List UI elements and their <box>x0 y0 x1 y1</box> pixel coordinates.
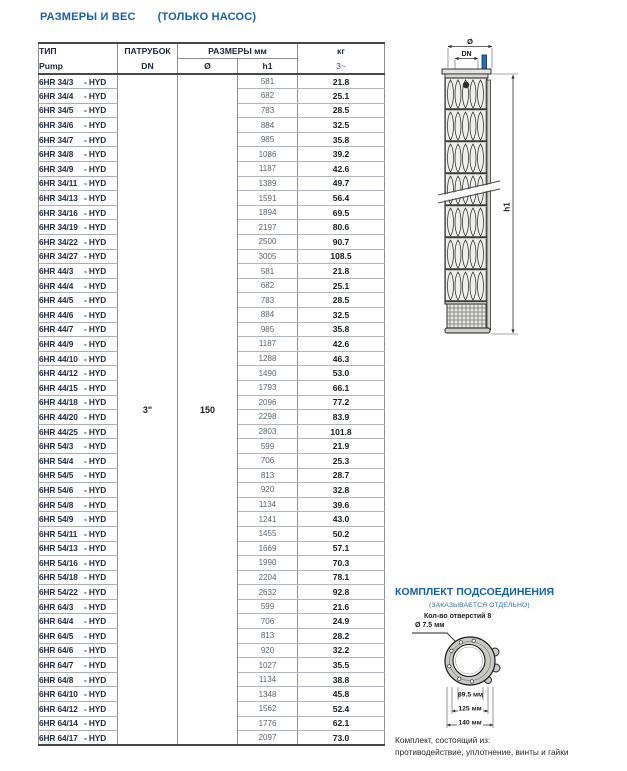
kg-value-cell: 101.8 <box>298 424 385 439</box>
kg-value-cell: 83.9 <box>298 410 385 425</box>
pump-type-cell <box>39 380 118 395</box>
kg-value-cell: 80.6 <box>298 220 385 235</box>
pump-type-cell <box>39 643 118 658</box>
kg-value-cell: 90.7 <box>298 235 385 250</box>
connection-kit-subtitle: (ЗАКАЗЫВАЕТСЯ ОТДЕЛЬНО) <box>429 602 530 609</box>
h1-value-cell: 1086 <box>238 147 298 162</box>
h1-value-cell: 2204 <box>238 570 298 585</box>
pump-type-cell <box>39 322 118 337</box>
kg-value-cell: 42.6 <box>298 162 385 177</box>
pump-model-suffix: - HYD <box>84 222 107 233</box>
h1-value-cell: 3005 <box>238 249 298 264</box>
table-row <box>39 74 385 89</box>
kg-value-cell: 77.2 <box>298 395 385 410</box>
kg-value-cell: 32.2 <box>298 643 385 658</box>
h1-value-cell: 1776 <box>238 716 298 731</box>
pump-model-suffix: - HYD <box>84 528 107 539</box>
h1-value-cell: 985 <box>238 322 298 337</box>
pump-model-suffix: - HYD <box>84 295 107 306</box>
h1-value-cell: 1490 <box>238 366 298 381</box>
kg-value-cell: 108.5 <box>298 249 385 264</box>
pump-model: 6HR 34/27 <box>39 251 78 262</box>
pump-model-suffix: - HYD <box>84 236 107 247</box>
pump-model: 6HR 64/5 <box>39 630 74 641</box>
page-title <box>40 11 256 23</box>
h1-value-cell: 1348 <box>238 687 298 702</box>
cable-guard <box>482 55 487 70</box>
pump-type-cell <box>39 497 118 512</box>
pump-type-cell <box>39 205 118 220</box>
pump-type-cell <box>39 162 118 177</box>
pump-model-suffix: - HYD <box>84 630 107 641</box>
kg-value-cell: 25.3 <box>298 453 385 468</box>
pump-type-cell <box>39 731 118 746</box>
pump-model-suffix: - HYD <box>84 470 107 481</box>
h1-value-cell: 985 <box>238 132 298 147</box>
h1-value-cell: 706 <box>238 453 298 468</box>
table-body <box>39 74 385 745</box>
h1-value-cell: 1187 <box>238 337 298 352</box>
pump-model: 6HR 54/6 <box>39 484 74 495</box>
col-header-kg: кг <box>298 43 385 59</box>
pump-type-cell <box>39 74 118 89</box>
pump-model: 6HR 44/20 <box>39 411 78 422</box>
pump-model-suffix: - HYD <box>84 660 107 671</box>
h1-value-cell: 2197 <box>238 220 298 235</box>
pump-model: 6HR 54/5 <box>39 470 74 481</box>
h1-value-cell: 1894 <box>238 205 298 220</box>
pump-drawing <box>438 36 563 356</box>
kg-value-cell: 69.5 <box>298 205 385 220</box>
pump-model: 6HR 54/11 <box>39 528 78 539</box>
kg-value-cell: 28.5 <box>298 103 385 118</box>
pump-model: 6HR 34/16 <box>39 207 78 218</box>
h1-value-cell: 682 <box>238 89 298 104</box>
pump-model-suffix: - HYD <box>84 645 107 656</box>
pump-h1-label: h1 <box>502 202 512 212</box>
kg-value-cell: 45.8 <box>298 687 385 702</box>
pump-model-suffix: - HYD <box>84 382 107 393</box>
kg-value-cell: 66.1 <box>298 380 385 395</box>
pump-model-suffix: - HYD <box>84 120 107 131</box>
pump-type-cell <box>39 191 118 206</box>
col-header-type: ТИП <box>39 43 118 59</box>
pump-model-suffix: - HYD <box>84 368 107 379</box>
kg-value-cell: 52.4 <box>298 702 385 717</box>
h1-value-cell: 2298 <box>238 410 298 425</box>
kit-dim-inner: 89.5 мм <box>457 691 484 699</box>
pump-type-cell <box>39 599 118 614</box>
pump-model-suffix: - HYD <box>84 441 107 452</box>
kg-value-cell: 92.8 <box>298 585 385 600</box>
h1-value-cell: 884 <box>238 308 298 323</box>
kg-value-cell: 42.6 <box>298 337 385 352</box>
h1-value-cell: 920 <box>238 483 298 498</box>
pump-model: 6HR 34/3 <box>39 76 74 87</box>
h1-value-cell: 1134 <box>238 672 298 687</box>
pump-model: 6HR 64/8 <box>39 674 74 685</box>
pump-model: 6HR 34/22 <box>39 236 78 247</box>
pump-type-cell <box>39 468 118 483</box>
pump-model: 6HR 44/9 <box>39 338 74 349</box>
pump-type-cell <box>39 89 118 104</box>
h1-value-cell: 2096 <box>238 395 298 410</box>
pump-model: 6HR 44/10 <box>39 353 78 364</box>
pump-type-cell <box>39 439 118 454</box>
spec-table <box>38 42 385 746</box>
h1-value-cell: 2803 <box>238 424 298 439</box>
page-title-note: (ТОЛЬКО НАСОС) <box>157 11 257 23</box>
pump-model-suffix: - HYD <box>84 105 107 116</box>
col-header-h1: h1 <box>238 59 298 75</box>
pump-type-cell <box>39 410 118 425</box>
kg-value-cell: 46.3 <box>298 351 385 366</box>
pump-model-suffix: - HYD <box>84 90 107 101</box>
h1-value-cell: 2500 <box>238 235 298 250</box>
pump-type-cell <box>39 526 118 541</box>
col-header-phase: 3~ <box>298 59 385 75</box>
pump-top-nut <box>463 82 469 88</box>
pump-model-suffix: - HYD <box>84 484 107 495</box>
h1-value-cell: 682 <box>238 278 298 293</box>
pump-type-cell <box>39 147 118 162</box>
pump-type-cell <box>39 629 118 644</box>
pump-model-suffix: - HYD <box>84 178 107 189</box>
kg-value-cell: 56.4 <box>298 191 385 206</box>
pump-model: 6HR 44/6 <box>39 309 74 320</box>
kg-value-cell: 35.8 <box>298 322 385 337</box>
pump-model-suffix: - HYD <box>84 353 107 364</box>
pump-type-cell <box>39 658 118 673</box>
kit-holes-count-label: Кол-во отверстий 8 <box>424 613 492 620</box>
pump-model: 6HR 44/3 <box>39 266 74 277</box>
pump-type-cell <box>39 366 118 381</box>
pump-model-suffix: - HYD <box>84 338 107 349</box>
col-header-dn-en: DN <box>118 59 178 75</box>
kg-value-cell: 21.9 <box>298 439 385 454</box>
pump-type-cell <box>39 293 118 308</box>
kg-value-cell: 38.8 <box>298 672 385 687</box>
pump-model: 6HR 64/14 <box>39 718 78 729</box>
pump-model-suffix: - HYD <box>84 674 107 685</box>
pump-type-cell <box>39 337 118 352</box>
kg-value-cell: 32.5 <box>298 308 385 323</box>
pump-model-suffix: - HYD <box>84 616 107 627</box>
pump-model: 6HR 34/11 <box>39 178 78 189</box>
h1-value-cell: 2097 <box>238 731 298 746</box>
pump-model: 6HR 44/15 <box>39 382 78 393</box>
pump-type-cell <box>39 118 118 133</box>
pump-type-cell <box>39 702 118 717</box>
kg-value-cell: 21.8 <box>298 74 385 89</box>
pump-type-cell <box>39 716 118 731</box>
pump-type-cell <box>39 585 118 600</box>
h1-value-cell: 920 <box>238 643 298 658</box>
h1-value-cell: 581 <box>238 264 298 279</box>
page-title-main: РАЗМЕРЫ И ВЕС <box>40 11 136 23</box>
h1-value-cell: 884 <box>238 118 298 133</box>
h1-value-cell: 1027 <box>238 658 298 673</box>
col-header-diameter: Ø <box>178 59 238 75</box>
kg-value-cell: 32.8 <box>298 483 385 498</box>
kg-value-cell: 35.8 <box>298 132 385 147</box>
pump-type-cell <box>39 395 118 410</box>
h1-value-cell: 1562 <box>238 702 298 717</box>
pump-model: 6HR 44/12 <box>39 368 78 379</box>
col-header-pump: Pump <box>39 59 118 75</box>
pump-model: 6HR 34/13 <box>39 193 78 204</box>
pump-type-cell <box>39 556 118 571</box>
kg-value-cell: 21.8 <box>298 264 385 279</box>
pump-type-cell <box>39 672 118 687</box>
pump-model-suffix: - HYD <box>84 587 107 598</box>
pump-type-cell <box>39 570 118 585</box>
pump-model-suffix: - HYD <box>84 397 107 408</box>
kg-value-cell: 35.5 <box>298 658 385 673</box>
h1-value-cell: 599 <box>238 439 298 454</box>
pump-model-suffix: - HYD <box>84 557 107 568</box>
pump-model: 6HR 54/8 <box>39 499 74 510</box>
h1-value-cell: 599 <box>238 599 298 614</box>
pump-model: 6HR 64/6 <box>39 645 74 656</box>
pump-model-suffix: - HYD <box>84 280 107 291</box>
pump-model-suffix: - HYD <box>84 251 107 262</box>
h1-value-cell: 1389 <box>238 176 298 191</box>
connection-kit-title: КОМПЛЕКТ ПОДСОЕДИНЕНИЯ <box>395 586 555 598</box>
pump-model: 6HR 54/16 <box>39 557 78 568</box>
pump-model: 6HR 44/4 <box>39 280 74 291</box>
h1-value-cell: 581 <box>238 74 298 89</box>
pump-model: 6HR 44/18 <box>39 397 78 408</box>
kg-value-cell: 73.0 <box>298 731 385 746</box>
pump-model: 6HR 44/5 <box>39 295 74 306</box>
kit-note-line2: противодействие, уплотнение, винты и гайки <box>395 746 569 757</box>
pump-model: 6HR 64/7 <box>39 660 74 671</box>
pump-model: 6HR 34/6 <box>39 120 74 131</box>
kg-value-cell: 57.1 <box>298 541 385 556</box>
pump-type-cell <box>39 541 118 556</box>
pump-type-cell <box>39 453 118 468</box>
h1-value-cell: 1591 <box>238 191 298 206</box>
pump-type-cell <box>39 278 118 293</box>
pump-type-cell <box>39 176 118 191</box>
kg-value-cell: 50.2 <box>298 526 385 541</box>
h1-value-cell: 1187 <box>238 162 298 177</box>
h1-value-cell: 1793 <box>238 380 298 395</box>
pump-model: 6HR 44/7 <box>39 324 74 335</box>
pump-model: 6HR 64/17 <box>39 732 78 743</box>
pump-type-cell <box>39 132 118 147</box>
pump-model-suffix: - HYD <box>84 543 107 554</box>
pump-model: 6HR 64/4 <box>39 616 74 627</box>
pump-model-suffix: - HYD <box>84 718 107 729</box>
pump-type-cell <box>39 235 118 250</box>
pump-model: 6HR 64/12 <box>39 703 78 714</box>
kg-value-cell: 28.7 <box>298 468 385 483</box>
kg-value-cell: 53.0 <box>298 366 385 381</box>
connection-kit-drawing <box>408 630 550 735</box>
pump-model: 6HR 34/19 <box>39 222 78 233</box>
pump-type-cell <box>39 512 118 527</box>
kg-value-cell: 21.6 <box>298 599 385 614</box>
spec-table-container <box>38 42 384 746</box>
h1-value-cell: 1455 <box>238 526 298 541</box>
pump-model: 6HR 64/3 <box>39 601 74 612</box>
kg-value-cell: 32.5 <box>298 118 385 133</box>
kg-value-cell: 78.1 <box>298 570 385 585</box>
pump-model-suffix: - HYD <box>84 411 107 422</box>
h1-value-cell: 1134 <box>238 497 298 512</box>
pump-type-cell <box>39 424 118 439</box>
diameter-merged-cell: 150 <box>178 74 238 745</box>
kit-holes-diameter-label: Ø 7.5 мм <box>415 622 445 629</box>
pump-type-cell <box>39 264 118 279</box>
pump-model: 6HR 54/4 <box>39 455 74 466</box>
kit-dim-outer: 140 мм <box>458 719 482 727</box>
kg-value-cell: 39.2 <box>298 147 385 162</box>
pump-type-cell <box>39 220 118 235</box>
col-header-dn: ПАТРУБОК <box>118 43 178 59</box>
pump-model-suffix: - HYD <box>84 163 107 174</box>
pump-model-suffix: - HYD <box>84 134 107 145</box>
pump-model-suffix: - HYD <box>84 193 107 204</box>
kg-value-cell: 62.1 <box>298 716 385 731</box>
pump-model: 6HR 54/18 <box>39 572 78 583</box>
pump-model-suffix: - HYD <box>84 207 107 218</box>
table-header <box>39 43 385 74</box>
pump-model-suffix: - HYD <box>84 426 107 437</box>
pump-model: 6HR 34/5 <box>39 105 74 116</box>
pump-model-suffix: - HYD <box>84 732 107 743</box>
kit-dim-mid: 125 мм <box>458 705 482 713</box>
pump-model: 6HR 44/25 <box>39 426 78 437</box>
pump-model: 6HR 54/3 <box>39 441 74 452</box>
h1-value-cell: 1241 <box>238 512 298 527</box>
kg-value-cell: 28.5 <box>298 293 385 308</box>
pump-model: 6HR 54/22 <box>39 587 78 598</box>
pump-type-cell <box>39 614 118 629</box>
pump-model-suffix: - HYD <box>84 455 107 466</box>
pump-model-suffix: - HYD <box>84 572 107 583</box>
pump-model-suffix: - HYD <box>84 266 107 277</box>
pump-model-suffix: - HYD <box>84 149 107 160</box>
h1-value-cell: 813 <box>238 629 298 644</box>
pump-model-suffix: - HYD <box>84 309 107 320</box>
pump-model-suffix: - HYD <box>84 689 107 700</box>
kg-value-cell: 43.0 <box>298 512 385 527</box>
pump-model-suffix: - HYD <box>84 601 107 612</box>
pump-model: 6HR 64/10 <box>39 689 78 700</box>
pump-model: 6HR 54/13 <box>39 543 78 554</box>
pump-model-suffix: - HYD <box>84 703 107 714</box>
h1-value-cell: 1288 <box>238 351 298 366</box>
h1-value-cell: 783 <box>238 293 298 308</box>
pump-type-cell <box>39 483 118 498</box>
pump-diameter-label: Ø <box>467 37 473 46</box>
pump-model-suffix: - HYD <box>84 499 107 510</box>
kg-value-cell: 70.3 <box>298 556 385 571</box>
dn-merged-cell: 3" <box>118 74 178 745</box>
pump-model-suffix: - HYD <box>84 514 107 525</box>
kit-contents-note <box>395 735 568 758</box>
pump-model: 6HR 34/4 <box>39 90 74 101</box>
pump-model: 6HR 34/8 <box>39 149 74 160</box>
pump-dn-label: DN <box>461 51 472 58</box>
kg-value-cell: 25.1 <box>298 278 385 293</box>
kg-value-cell: 39.6 <box>298 497 385 512</box>
h1-value-cell: 783 <box>238 103 298 118</box>
kg-value-cell: 28.2 <box>298 629 385 644</box>
pump-model: 6HR 34/9 <box>39 163 74 174</box>
pump-type-cell <box>39 308 118 323</box>
pump-type-cell <box>39 687 118 702</box>
kg-value-cell: 25.1 <box>298 89 385 104</box>
h1-value-cell: 813 <box>238 468 298 483</box>
kit-note-line1: Комплект, состоящий из: <box>395 735 491 745</box>
pump-type-cell <box>39 103 118 118</box>
pump-type-cell <box>39 249 118 264</box>
kg-value-cell: 49.7 <box>298 176 385 191</box>
col-header-dimensions: РАЗМЕРЫ мм <box>178 43 298 59</box>
h1-value-cell: 706 <box>238 614 298 629</box>
pump-model-suffix: - HYD <box>84 324 107 335</box>
h1-value-cell: 2632 <box>238 585 298 600</box>
pump-type-cell <box>39 351 118 366</box>
h1-value-cell: 1990 <box>238 556 298 571</box>
pump-model: 6HR 54/9 <box>39 514 74 525</box>
h1-value-cell: 1669 <box>238 541 298 556</box>
kg-value-cell: 24.9 <box>298 614 385 629</box>
pump-model-suffix: - HYD <box>84 76 107 87</box>
pump-model: 6HR 34/7 <box>39 134 74 145</box>
